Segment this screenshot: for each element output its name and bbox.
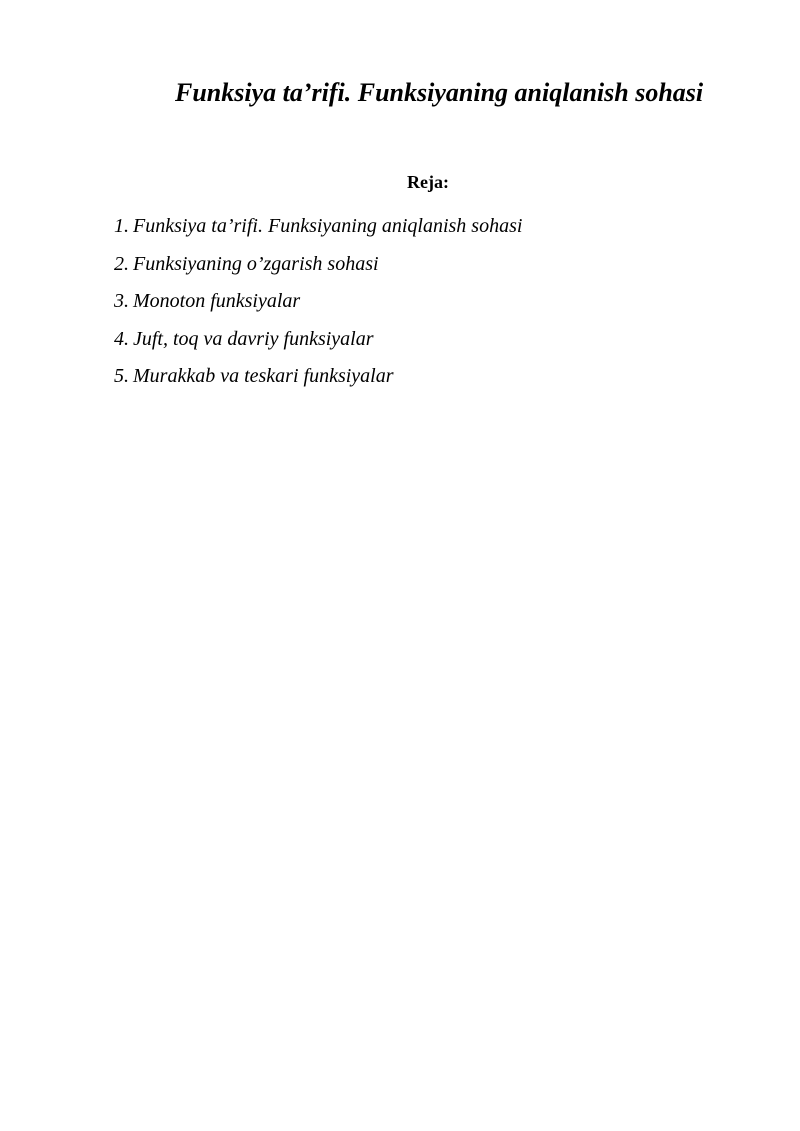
plan-item-4 [114, 325, 522, 363]
plan-item-number: 1. [114, 215, 129, 237]
plan-item-text: Funksiya ta’rifi. Funksiyaning aniqlanish sohasi [133, 215, 523, 237]
plan-item-number: 5. [114, 365, 129, 387]
document-title: Funksiya ta’rifi. Funksiyaning aniqlanish sohasi [175, 78, 704, 107]
plan-list [114, 212, 522, 400]
plan-item-number: 2. [114, 252, 129, 275]
plan-item-text: Monoton funksiyalar [133, 290, 301, 312]
plan-item-number: 3. [114, 290, 129, 312]
plan-item-number: 4. [114, 327, 129, 350]
plan-item-5 [114, 362, 522, 400]
plan-heading: Reja: [407, 172, 449, 192]
plan-item-text: Juft, toq va davriy funksiyalar [133, 327, 374, 350]
plan-item-1 [114, 212, 522, 250]
plan-item-text: Murakkab va teskari funksiyalar [133, 365, 394, 387]
plan-item-2 [114, 250, 522, 288]
plan-item-3 [114, 287, 522, 325]
plan-item-text: Funksiyaning o’zgarish sohasi [133, 252, 379, 275]
